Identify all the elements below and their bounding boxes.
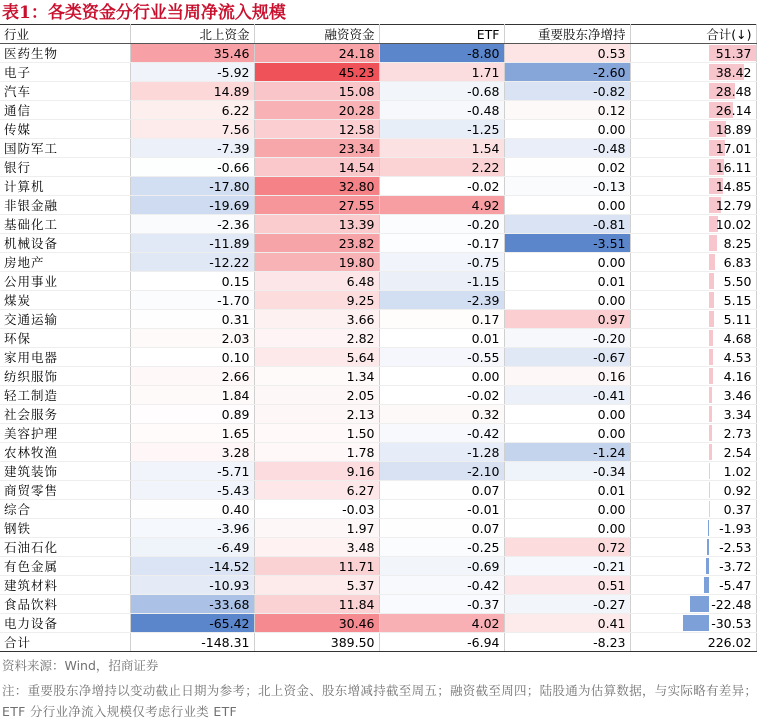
- total-value: -30.53: [631, 616, 756, 631]
- total-cell: [630, 405, 756, 424]
- etf-cell: -0.68: [379, 82, 504, 101]
- table-row: [0, 443, 756, 462]
- total-cell: [630, 633, 756, 652]
- table-row: [0, 215, 756, 234]
- table-row: [0, 82, 756, 101]
- margin-cell: 5.37: [254, 576, 379, 595]
- table-row: [0, 272, 756, 291]
- total-cell: [630, 272, 756, 291]
- total-value: 51.37: [631, 46, 756, 61]
- industry-cell: 社会服务: [0, 405, 130, 424]
- total-value: -1.93: [631, 521, 756, 536]
- industry-cell: 环保: [0, 329, 130, 348]
- margin-cell: 13.39: [254, 215, 379, 234]
- holder-cell: -0.82: [504, 82, 630, 101]
- holder-cell: 0.01: [504, 272, 630, 291]
- etf-cell: -2.39: [379, 291, 504, 310]
- industry-cell: 机械设备: [0, 234, 130, 253]
- total-cell: [630, 215, 756, 234]
- margin-cell: 14.54: [254, 158, 379, 177]
- industry-cell: 交通运输: [0, 310, 130, 329]
- north-cell: -0.66: [130, 158, 254, 177]
- industry-cell: 非银金融: [0, 196, 130, 215]
- total-value: -22.48: [631, 597, 756, 612]
- table-row: [0, 595, 756, 614]
- margin-cell: 1.78: [254, 443, 379, 462]
- margin-cell: 45.23: [254, 63, 379, 82]
- industry-cell: 公用事业: [0, 272, 130, 291]
- total-cell: [630, 348, 756, 367]
- fund-flow-table: [0, 24, 757, 652]
- north-cell: 3.28: [130, 443, 254, 462]
- north-cell: 2.66: [130, 367, 254, 386]
- north-cell: 0.15: [130, 272, 254, 291]
- north-cell: -6.49: [130, 538, 254, 557]
- table-row: [0, 234, 756, 253]
- etf-cell: -0.02: [379, 177, 504, 196]
- total-cell: [630, 82, 756, 101]
- holder-cell: 0.51: [504, 576, 630, 595]
- margin-cell: 1.50: [254, 424, 379, 443]
- total-cell: [630, 177, 756, 196]
- industry-cell: 家用电器: [0, 348, 130, 367]
- north-cell: 0.40: [130, 500, 254, 519]
- total-cell: [630, 595, 756, 614]
- holder-cell: -0.20: [504, 329, 630, 348]
- north-cell: 1.84: [130, 386, 254, 405]
- margin-cell: 6.27: [254, 481, 379, 500]
- holder-cell: -3.51: [504, 234, 630, 253]
- header-north: 北上资金: [130, 25, 254, 44]
- total-value: 6.83: [631, 255, 756, 270]
- header-industry: 行业: [0, 25, 130, 44]
- table-row: [0, 576, 756, 595]
- margin-cell: 9.16: [254, 462, 379, 481]
- holder-cell: 0.00: [504, 253, 630, 272]
- table-row: [0, 386, 756, 405]
- etf-cell: -0.02: [379, 386, 504, 405]
- total-value: 8.25: [631, 236, 756, 251]
- margin-cell: 2.05: [254, 386, 379, 405]
- industry-cell: 合计: [0, 633, 130, 652]
- total-value: 2.73: [631, 426, 756, 441]
- table-row: [0, 177, 756, 196]
- total-cell: [630, 139, 756, 158]
- holder-cell: 0.16: [504, 367, 630, 386]
- header-holder: 重要股东净增持: [504, 25, 630, 44]
- total-value: 5.11: [631, 312, 756, 327]
- table-row: [0, 101, 756, 120]
- margin-cell: 24.18: [254, 44, 379, 63]
- etf-cell: 1.54: [379, 139, 504, 158]
- total-cell: [630, 101, 756, 120]
- total-value: 26.14: [631, 103, 756, 118]
- etf-cell: 0.01: [379, 329, 504, 348]
- etf-cell: -0.01: [379, 500, 504, 519]
- holder-cell: -0.27: [504, 595, 630, 614]
- holder-cell: 0.01: [504, 481, 630, 500]
- industry-cell: 轻工制造: [0, 386, 130, 405]
- margin-cell: 5.64: [254, 348, 379, 367]
- north-cell: -7.39: [130, 139, 254, 158]
- total-cell: [630, 291, 756, 310]
- north-cell: -14.52: [130, 557, 254, 576]
- industry-cell: 有色金属: [0, 557, 130, 576]
- table-row: [0, 367, 756, 386]
- total-value: 3.46: [631, 388, 756, 403]
- holder-cell: 0.72: [504, 538, 630, 557]
- north-cell: -17.80: [130, 177, 254, 196]
- holder-cell: -2.60: [504, 63, 630, 82]
- total-cell: [630, 253, 756, 272]
- industry-cell: 电子: [0, 63, 130, 82]
- holder-cell: 0.53: [504, 44, 630, 63]
- total-cell: [630, 424, 756, 443]
- etf-cell: -0.75: [379, 253, 504, 272]
- table-row: [0, 424, 756, 443]
- source-note: 资料来源：Wind，招商证券: [2, 655, 158, 677]
- industry-cell: 电力设备: [0, 614, 130, 633]
- industry-cell: 基础化工: [0, 215, 130, 234]
- total-value: 2.54: [631, 445, 756, 460]
- etf-cell: -0.55: [379, 348, 504, 367]
- holder-cell: 0.00: [504, 500, 630, 519]
- etf-cell: 0.07: [379, 519, 504, 538]
- total-cell: [630, 196, 756, 215]
- margin-cell: 15.08: [254, 82, 379, 101]
- etf-cell: 2.22: [379, 158, 504, 177]
- margin-cell: 2.13: [254, 405, 379, 424]
- total-value: 4.16: [631, 369, 756, 384]
- margin-cell: -0.03: [254, 500, 379, 519]
- total-value: 0.37: [631, 502, 756, 517]
- table-row: [0, 500, 756, 519]
- north-cell: -12.22: [130, 253, 254, 272]
- total-cell: [630, 44, 756, 63]
- header-total: 合计(↓): [630, 25, 756, 44]
- holder-cell: 0.00: [504, 291, 630, 310]
- north-cell: -11.89: [130, 234, 254, 253]
- table-row: [0, 405, 756, 424]
- table-row: [0, 310, 756, 329]
- table-row: [0, 139, 756, 158]
- holder-cell: 0.12: [504, 101, 630, 120]
- margin-cell: 32.80: [254, 177, 379, 196]
- table-row: [0, 291, 756, 310]
- north-cell: -1.70: [130, 291, 254, 310]
- total-cell: [630, 519, 756, 538]
- margin-cell: 3.48: [254, 538, 379, 557]
- etf-cell: -2.10: [379, 462, 504, 481]
- holder-cell: -0.13: [504, 177, 630, 196]
- industry-cell: 计算机: [0, 177, 130, 196]
- total-value: 28.48: [631, 84, 756, 99]
- etf-cell: -1.28: [379, 443, 504, 462]
- margin-cell: 27.55: [254, 196, 379, 215]
- north-cell: 2.03: [130, 329, 254, 348]
- etf-cell: 0.17: [379, 310, 504, 329]
- north-cell: 7.56: [130, 120, 254, 139]
- etf-cell: -0.42: [379, 424, 504, 443]
- holder-cell: -0.41: [504, 386, 630, 405]
- margin-cell: 2.82: [254, 329, 379, 348]
- total-cell: [630, 158, 756, 177]
- etf-cell: 4.02: [379, 614, 504, 633]
- table-row: [0, 253, 756, 272]
- holder-cell: 0.00: [504, 519, 630, 538]
- header-row: [0, 25, 756, 44]
- total-value: 0.92: [631, 483, 756, 498]
- table-row: [0, 348, 756, 367]
- industry-cell: 石油石化: [0, 538, 130, 557]
- total-cell: [630, 329, 756, 348]
- table-title: 表1：各类资金分行业当周净流入规模: [2, 2, 286, 24]
- etf-cell: -1.15: [379, 272, 504, 291]
- north-cell: 1.65: [130, 424, 254, 443]
- etf-cell: -0.48: [379, 101, 504, 120]
- total-value: 10.02: [631, 217, 756, 232]
- industry-cell: 医药生物: [0, 44, 130, 63]
- margin-cell: 30.46: [254, 614, 379, 633]
- margin-cell: 1.97: [254, 519, 379, 538]
- etf-cell: -0.25: [379, 538, 504, 557]
- margin-cell: 9.25: [254, 291, 379, 310]
- total-cell: [630, 538, 756, 557]
- industry-cell: 国防军工: [0, 139, 130, 158]
- etf-cell: -6.94: [379, 633, 504, 652]
- table-row: [0, 63, 756, 82]
- north-cell: -5.43: [130, 481, 254, 500]
- table-row: [0, 329, 756, 348]
- total-cell: [630, 443, 756, 462]
- industry-cell: 建筑材料: [0, 576, 130, 595]
- sum-row: [0, 633, 756, 652]
- total-value: 226.02: [631, 635, 756, 650]
- industry-cell: 煤炭: [0, 291, 130, 310]
- total-value: 38.42: [631, 65, 756, 80]
- total-cell: [630, 500, 756, 519]
- north-cell: -19.69: [130, 196, 254, 215]
- holder-cell: -1.24: [504, 443, 630, 462]
- industry-cell: 美容护理: [0, 424, 130, 443]
- margin-cell: 23.82: [254, 234, 379, 253]
- total-value: -5.47: [631, 578, 756, 593]
- industry-cell: 商贸零售: [0, 481, 130, 500]
- total-cell: [630, 234, 756, 253]
- industry-cell: 纺织服饰: [0, 367, 130, 386]
- industry-cell: 传媒: [0, 120, 130, 139]
- north-cell: 0.10: [130, 348, 254, 367]
- table-row: [0, 462, 756, 481]
- margin-cell: 23.34: [254, 139, 379, 158]
- total-cell: [630, 386, 756, 405]
- total-value: -3.72: [631, 559, 756, 574]
- north-cell: -5.71: [130, 462, 254, 481]
- holder-cell: 0.00: [504, 405, 630, 424]
- north-cell: 0.31: [130, 310, 254, 329]
- holder-cell: 0.41: [504, 614, 630, 633]
- north-cell: -65.42: [130, 614, 254, 633]
- total-cell: [630, 557, 756, 576]
- total-cell: [630, 310, 756, 329]
- holder-cell: 0.00: [504, 120, 630, 139]
- north-cell: -33.68: [130, 595, 254, 614]
- table-row: [0, 158, 756, 177]
- holder-cell: 0.02: [504, 158, 630, 177]
- north-cell: -10.93: [130, 576, 254, 595]
- holder-cell: -8.23: [504, 633, 630, 652]
- holder-cell: -0.67: [504, 348, 630, 367]
- industry-cell: 通信: [0, 101, 130, 120]
- etf-cell: 0.32: [379, 405, 504, 424]
- total-value: 5.15: [631, 293, 756, 308]
- table-body: [0, 44, 756, 652]
- etf-cell: 0.00: [379, 367, 504, 386]
- industry-cell: 食品饮料: [0, 595, 130, 614]
- margin-cell: 6.48: [254, 272, 379, 291]
- north-cell: -3.96: [130, 519, 254, 538]
- holder-cell: 0.00: [504, 196, 630, 215]
- industry-cell: 汽车: [0, 82, 130, 101]
- total-value: 5.50: [631, 274, 756, 289]
- table-row: [0, 481, 756, 500]
- industry-cell: 农林牧渔: [0, 443, 130, 462]
- table-row: [0, 557, 756, 576]
- holder-cell: -0.48: [504, 139, 630, 158]
- table-row: [0, 614, 756, 633]
- total-value: 4.53: [631, 350, 756, 365]
- holder-cell: -0.81: [504, 215, 630, 234]
- north-cell: 35.46: [130, 44, 254, 63]
- total-value: 16.11: [631, 160, 756, 175]
- etf-cell: -0.20: [379, 215, 504, 234]
- etf-cell: 0.07: [379, 481, 504, 500]
- holder-cell: -0.34: [504, 462, 630, 481]
- industry-cell: 钢铁: [0, 519, 130, 538]
- etf-cell: -1.25: [379, 120, 504, 139]
- header-etf: ETF: [379, 25, 504, 44]
- total-value: 17.01: [631, 141, 756, 156]
- total-cell: [630, 367, 756, 386]
- etf-cell: -8.80: [379, 44, 504, 63]
- table-row: [0, 519, 756, 538]
- total-value: -2.53: [631, 540, 756, 555]
- etf-cell: -0.17: [379, 234, 504, 253]
- margin-cell: 20.28: [254, 101, 379, 120]
- margin-cell: 19.80: [254, 253, 379, 272]
- total-value: 4.68: [631, 331, 756, 346]
- north-cell: -5.92: [130, 63, 254, 82]
- north-cell: 14.89: [130, 82, 254, 101]
- north-cell: 0.89: [130, 405, 254, 424]
- total-value: 3.34: [631, 407, 756, 422]
- table-row: [0, 196, 756, 215]
- margin-cell: 11.71: [254, 557, 379, 576]
- total-value: 18.89: [631, 122, 756, 137]
- header-margin: 融资资金: [254, 25, 379, 44]
- footnote: 注：重要股东净增持以变动截止日期为参考；北上资金、股东增减持截至周五；融资截至周四；陆股通为估算数据，与实际略有差异；ETF 分行业净流入规模仅考虑行业类 ETF: [2, 680, 758, 722]
- industry-cell: 银行: [0, 158, 130, 177]
- industry-cell: 建筑装饰: [0, 462, 130, 481]
- etf-cell: 4.92: [379, 196, 504, 215]
- total-cell: [630, 120, 756, 139]
- total-cell: [630, 462, 756, 481]
- holder-cell: -0.21: [504, 557, 630, 576]
- margin-cell: 11.84: [254, 595, 379, 614]
- holder-cell: 0.00: [504, 424, 630, 443]
- margin-cell: 3.66: [254, 310, 379, 329]
- margin-cell: 1.34: [254, 367, 379, 386]
- total-cell: [630, 63, 756, 82]
- total-value: 1.02: [631, 464, 756, 479]
- table-row: [0, 120, 756, 139]
- total-value: 14.85: [631, 179, 756, 194]
- total-cell: [630, 481, 756, 500]
- etf-cell: -0.42: [379, 576, 504, 595]
- total-value: 12.79: [631, 198, 756, 213]
- table-row: [0, 44, 756, 63]
- north-cell: -148.31: [130, 633, 254, 652]
- etf-cell: -0.37: [379, 595, 504, 614]
- holder-cell: 0.97: [504, 310, 630, 329]
- table-row: [0, 538, 756, 557]
- industry-cell: 综合: [0, 500, 130, 519]
- total-cell: [630, 614, 756, 633]
- north-cell: 6.22: [130, 101, 254, 120]
- etf-cell: -0.69: [379, 557, 504, 576]
- total-cell: [630, 576, 756, 595]
- etf-cell: 1.71: [379, 63, 504, 82]
- industry-cell: 房地产: [0, 253, 130, 272]
- margin-cell: 389.50: [254, 633, 379, 652]
- margin-cell: 12.58: [254, 120, 379, 139]
- north-cell: -2.36: [130, 215, 254, 234]
